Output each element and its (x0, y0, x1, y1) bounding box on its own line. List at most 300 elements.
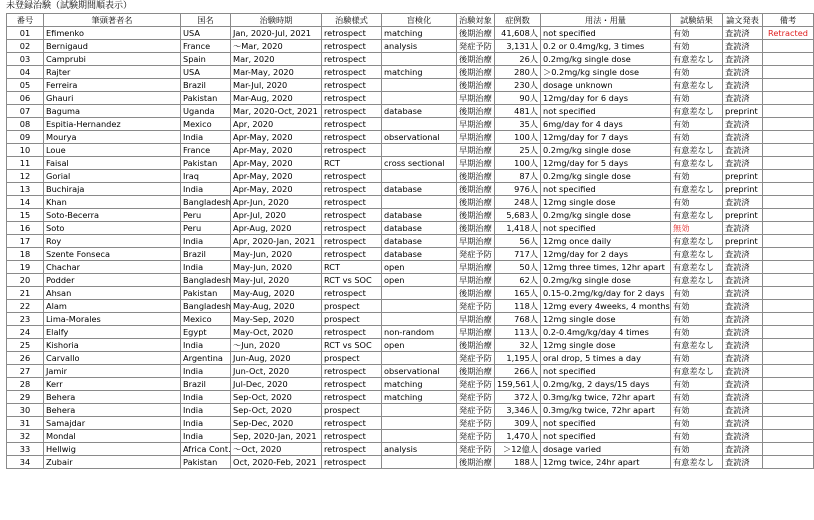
cell-blinding (382, 79, 457, 92)
cell-cases: 90人 (495, 92, 541, 105)
cell-dosage: 12mg every 4weeks, 4 months (541, 300, 671, 313)
cell-blinding (382, 404, 457, 417)
cell-dosage: 0.2mg/kg single dose (541, 209, 671, 222)
cell-number: 05 (7, 79, 44, 92)
cell-number: 02 (7, 40, 44, 53)
cell-country: Spain (181, 53, 231, 66)
cell-author: Ghauri (44, 92, 181, 105)
header-dosage: 用法・用量 (541, 14, 671, 27)
cell-number: 29 (7, 391, 44, 404)
cell-dosage: 0.3mg/kg twice, 72hr apart (541, 404, 671, 417)
cell-target: 発症予防 (457, 248, 495, 261)
cell-number: 26 (7, 352, 44, 365)
cell-number: 18 (7, 248, 44, 261)
cell-blinding: open (382, 274, 457, 287)
cell-target: 後期治療 (457, 79, 495, 92)
cell-design: retrospect (322, 430, 382, 443)
cell-publication: 査読済 (723, 196, 763, 209)
cell-author: Soto-Becerra (44, 209, 181, 222)
cell-cases: 1,418人 (495, 222, 541, 235)
cell-author: Baguma (44, 105, 181, 118)
cell-target: 発症予防 (457, 443, 495, 456)
cell-result: 有意差なし (671, 365, 723, 378)
cell-number: 10 (7, 144, 44, 157)
cell-remarks (763, 378, 814, 391)
table-row (7, 53, 814, 66)
cell-country: India (181, 261, 231, 274)
cell-design: retrospect (322, 365, 382, 378)
cell-author: Elalfy (44, 326, 181, 339)
cell-blinding: non-random (382, 326, 457, 339)
cell-blinding (382, 300, 457, 313)
table-row (7, 326, 814, 339)
cell-publication: 査読済 (723, 430, 763, 443)
cell-country: Bangladesh (181, 274, 231, 287)
cell-result: 有意差なし (671, 53, 723, 66)
cell-dosage: ＞0.2mg/kg single dose (541, 66, 671, 79)
cell-period: May-Aug, 2020 (231, 287, 322, 300)
cell-period: Apr-May, 2020 (231, 131, 322, 144)
cell-publication: 査読済 (723, 326, 763, 339)
cell-design: retrospect (322, 92, 382, 105)
cell-design: retrospect (322, 378, 382, 391)
cell-result: 有効 (671, 131, 723, 144)
cell-period: Sep-Oct, 2020 (231, 404, 322, 417)
cell-remarks (763, 352, 814, 365)
cell-publication: 査読済 (723, 365, 763, 378)
table-row (7, 300, 814, 313)
cell-publication: 査読済 (723, 300, 763, 313)
table-row (7, 313, 814, 326)
cell-period: Mar, 2020 (231, 53, 322, 66)
table-caption: 未登録治験（試験期間順表示） (6, 1, 133, 11)
cell-result: 有意差なし (671, 157, 723, 170)
cell-number: 19 (7, 261, 44, 274)
table-row (7, 391, 814, 404)
cell-period: Apr, 2020-Jan, 2021 (231, 235, 322, 248)
cell-blinding: analysis (382, 443, 457, 456)
cell-cases: 26人 (495, 53, 541, 66)
cell-country: India (181, 417, 231, 430)
cell-blinding (382, 118, 457, 131)
cell-publication: 査読済 (723, 157, 763, 170)
cell-number: 12 (7, 170, 44, 183)
cell-blinding (382, 430, 457, 443)
cell-period: Jun-Aug, 2020 (231, 352, 322, 365)
cell-dosage: not specified (541, 222, 671, 235)
cell-number: 11 (7, 157, 44, 170)
cell-blinding: database (382, 209, 457, 222)
header-cases: 症例数 (495, 14, 541, 27)
cell-country: Bangladesh (181, 300, 231, 313)
cell-remarks (763, 170, 814, 183)
cell-cases: 280人 (495, 66, 541, 79)
cell-author: Espitia-Hernandez (44, 118, 181, 131)
cell-author: Hellwig (44, 443, 181, 456)
cell-publication: 査読済 (723, 53, 763, 66)
cell-result: 有意差なし (671, 79, 723, 92)
table-row (7, 417, 814, 430)
cell-dosage: dosage unknown (541, 79, 671, 92)
table-row (7, 27, 814, 40)
cell-dosage: 12mg/day for 2 days (541, 248, 671, 261)
cell-cases: 50人 (495, 261, 541, 274)
cell-author: Ferreira (44, 79, 181, 92)
cell-design: retrospect (322, 326, 382, 339)
cell-cases: 1,470人 (495, 430, 541, 443)
cell-publication: 査読済 (723, 40, 763, 53)
cell-result: 有効 (671, 417, 723, 430)
cell-publication: 査読済 (723, 261, 763, 274)
cell-dosage: 12mg/day for 7 days (541, 131, 671, 144)
cell-period: Apr-May, 2020 (231, 157, 322, 170)
cell-blinding (382, 352, 457, 365)
cell-country: Pakistan (181, 157, 231, 170)
cell-target: 早期治療 (457, 326, 495, 339)
cell-remarks (763, 40, 814, 53)
cell-remarks (763, 209, 814, 222)
cell-blinding: matching (382, 378, 457, 391)
table-row (7, 105, 814, 118)
cell-publication: 査読済 (723, 378, 763, 391)
cell-result: 有効 (671, 443, 723, 456)
table-row (7, 144, 814, 157)
cell-remarks (763, 391, 814, 404)
cell-period: Apr-May, 2020 (231, 170, 322, 183)
cell-period: ～Oct, 2020 (231, 443, 322, 456)
cell-period: Mar-May, 2020 (231, 66, 322, 79)
cell-remarks (763, 66, 814, 79)
cell-publication: 査読済 (723, 92, 763, 105)
cell-result: 有意差なし (671, 261, 723, 274)
cell-target: 早期治療 (457, 274, 495, 287)
cell-publication: 査読済 (723, 313, 763, 326)
cell-blinding: matching (382, 66, 457, 79)
cell-dosage: 12mg twice, 24hr apart (541, 456, 671, 469)
trials-table (6, 13, 814, 469)
table-row (7, 92, 814, 105)
cell-dosage: 12mg single dose (541, 339, 671, 352)
cell-remarks (763, 157, 814, 170)
cell-dosage: not specified (541, 105, 671, 118)
cell-design: retrospect (322, 287, 382, 300)
cell-remarks (763, 430, 814, 443)
cell-remarks: Retracted (763, 27, 814, 40)
cell-author: Chachar (44, 261, 181, 274)
cell-blinding: database (382, 248, 457, 261)
cell-target: 後期治療 (457, 196, 495, 209)
cell-author: Mourya (44, 131, 181, 144)
cell-result: 有意差なし (671, 235, 723, 248)
cell-target: 発症予防 (457, 300, 495, 313)
cell-target: 後期治療 (457, 170, 495, 183)
cell-author: Szente Fonseca (44, 248, 181, 261)
cell-remarks (763, 131, 814, 144)
cell-blinding: observational (382, 131, 457, 144)
cell-cases: 481人 (495, 105, 541, 118)
cell-design: retrospect (322, 417, 382, 430)
cell-dosage: oral drop, 5 times a day (541, 352, 671, 365)
cell-publication: preprint (723, 170, 763, 183)
cell-publication: 査読済 (723, 248, 763, 261)
cell-target: 発症予防 (457, 404, 495, 417)
cell-publication: 査読済 (723, 339, 763, 352)
cell-target: 早期治療 (457, 144, 495, 157)
cell-blinding: cross sectional (382, 157, 457, 170)
cell-result: 有効 (671, 40, 723, 53)
cell-period: Oct, 2020-Feb, 2021 (231, 456, 322, 469)
table-row (7, 352, 814, 365)
cell-remarks (763, 196, 814, 209)
cell-author: Behera (44, 391, 181, 404)
cell-blinding (382, 287, 457, 300)
cell-cases: 188人 (495, 456, 541, 469)
cell-design: retrospect (322, 79, 382, 92)
cell-result: 有効 (671, 391, 723, 404)
cell-publication: preprint (723, 235, 763, 248)
cell-target: 後期治療 (457, 27, 495, 40)
cell-blinding: database (382, 222, 457, 235)
cell-number: 20 (7, 274, 44, 287)
cell-result: 有効 (671, 27, 723, 40)
cell-cases: 3,346人 (495, 404, 541, 417)
cell-design: RCT (322, 157, 382, 170)
cell-period: May-Jun, 2020 (231, 248, 322, 261)
cell-result: 有効 (671, 118, 723, 131)
cell-blinding (382, 170, 457, 183)
cell-number: 27 (7, 365, 44, 378)
cell-dosage: not specified (541, 183, 671, 196)
cell-dosage: not specified (541, 365, 671, 378)
cell-number: 06 (7, 92, 44, 105)
cell-publication: 査読済 (723, 417, 763, 430)
cell-dosage: 0.2 or 0.4mg/kg, 3 times (541, 40, 671, 53)
header-publication: 論文発表 (723, 14, 763, 27)
table-row (7, 456, 814, 469)
cell-result: 有意差なし (671, 274, 723, 287)
cell-remarks (763, 326, 814, 339)
cell-result: 有効 (671, 170, 723, 183)
cell-dosage: not specified (541, 417, 671, 430)
cell-country: Peru (181, 209, 231, 222)
cell-result: 有効 (671, 430, 723, 443)
cell-period: Jul-Dec, 2020 (231, 378, 322, 391)
cell-publication: 査読済 (723, 222, 763, 235)
cell-number: 07 (7, 105, 44, 118)
cell-period: Apr-Aug, 2020 (231, 222, 322, 235)
cell-period: Mar-Jul, 2020 (231, 79, 322, 92)
cell-publication: preprint (723, 105, 763, 118)
cell-target: 早期治療 (457, 235, 495, 248)
cell-cases: 87人 (495, 170, 541, 183)
table-body (7, 27, 814, 469)
cell-cases: 266人 (495, 365, 541, 378)
cell-result: 有効 (671, 287, 723, 300)
table-row (7, 274, 814, 287)
cell-target: 後期治療 (457, 53, 495, 66)
cell-number: 04 (7, 66, 44, 79)
cell-remarks (763, 287, 814, 300)
table-row (7, 131, 814, 144)
cell-blinding (382, 313, 457, 326)
cell-number: 25 (7, 339, 44, 352)
cell-blinding (382, 53, 457, 66)
cell-remarks (763, 105, 814, 118)
cell-country: Uganda (181, 105, 231, 118)
cell-dosage: 0.2mg/kg, 2 days/15 days (541, 378, 671, 391)
cell-number: 30 (7, 404, 44, 417)
cell-design: retrospect (322, 222, 382, 235)
table-row (7, 66, 814, 79)
cell-country: Pakistan (181, 92, 231, 105)
cell-result: 有意差なし (671, 248, 723, 261)
cell-design: retrospect (322, 209, 382, 222)
cell-number: 09 (7, 131, 44, 144)
cell-result: 有意差なし (671, 339, 723, 352)
cell-cases: 100人 (495, 157, 541, 170)
cell-target: 発症予防 (457, 391, 495, 404)
cell-author: Buchiraja (44, 183, 181, 196)
header-blinding: 盲検化 (382, 14, 457, 27)
cell-period: Sep-Oct, 2020 (231, 391, 322, 404)
cell-blinding (382, 417, 457, 430)
cell-cases: 768人 (495, 313, 541, 326)
table-row (7, 183, 814, 196)
cell-author: Efimenko (44, 27, 181, 40)
cell-publication: 査読済 (723, 287, 763, 300)
cell-publication: 査読済 (723, 79, 763, 92)
cell-country: Pakistan (181, 287, 231, 300)
cell-cases: 230人 (495, 79, 541, 92)
cell-blinding: database (382, 235, 457, 248)
cell-target: 早期治療 (457, 313, 495, 326)
cell-country: Iraq (181, 170, 231, 183)
cell-publication: 査読済 (723, 443, 763, 456)
cell-design: retrospect (322, 183, 382, 196)
cell-number: 21 (7, 287, 44, 300)
cell-period: Apr-May, 2020 (231, 144, 322, 157)
table-row (7, 378, 814, 391)
cell-number: 32 (7, 430, 44, 443)
cell-remarks (763, 144, 814, 157)
cell-author: Mondal (44, 430, 181, 443)
cell-result: 有効 (671, 92, 723, 105)
cell-blinding: observational (382, 365, 457, 378)
cell-period: Mar, 2020-Oct, 2021 (231, 105, 322, 118)
header-country: 国名 (181, 14, 231, 27)
header-no: 番号 (7, 14, 44, 27)
cell-period: ～Jun, 2020 (231, 339, 322, 352)
cell-country: India (181, 430, 231, 443)
cell-publication: 査読済 (723, 118, 763, 131)
cell-dosage: not specified (541, 430, 671, 443)
cell-dosage: 12mg/day for 6 days (541, 92, 671, 105)
cell-author: Kerr (44, 378, 181, 391)
cell-author: Carvallo (44, 352, 181, 365)
cell-target: 早期治療 (457, 92, 495, 105)
cell-period: Sep-Dec, 2020 (231, 417, 322, 430)
cell-country: India (181, 404, 231, 417)
cell-cases: 717人 (495, 248, 541, 261)
table-row (7, 365, 814, 378)
cell-dosage: 0.2mg/kg single dose (541, 170, 671, 183)
cell-remarks (763, 53, 814, 66)
table-row (7, 40, 814, 53)
cell-country: India (181, 365, 231, 378)
cell-design: retrospect (322, 196, 382, 209)
cell-country: Bangladesh (181, 196, 231, 209)
cell-result: 有効 (671, 378, 723, 391)
cell-author: Podder (44, 274, 181, 287)
cell-publication: preprint (723, 183, 763, 196)
cell-author: Ahsan (44, 287, 181, 300)
cell-cases: 118人 (495, 300, 541, 313)
cell-target: 早期治療 (457, 118, 495, 131)
table-row (7, 287, 814, 300)
cell-blinding (382, 196, 457, 209)
cell-remarks (763, 274, 814, 287)
cell-dosage: 12mg three times, 12hr apart (541, 261, 671, 274)
cell-country: France (181, 144, 231, 157)
cell-author: Loue (44, 144, 181, 157)
cell-remarks (763, 417, 814, 430)
table-row (7, 157, 814, 170)
cell-country: India (181, 131, 231, 144)
cell-remarks (763, 261, 814, 274)
cell-country: Africa Cont. (181, 443, 231, 456)
cell-dosage: 0.2-0.4mg/kg/day 4 times (541, 326, 671, 339)
cell-period: Apr-Jun, 2020 (231, 196, 322, 209)
cell-design: retrospect (322, 248, 382, 261)
table-row (7, 79, 814, 92)
table-row (7, 443, 814, 456)
header-author: 筆頭著者名 (44, 14, 181, 27)
cell-remarks (763, 443, 814, 456)
cell-cases: 41,608人 (495, 27, 541, 40)
cell-design: retrospect (322, 235, 382, 248)
cell-design: prospect (322, 300, 382, 313)
table-row (7, 261, 814, 274)
cell-author: Jamir (44, 365, 181, 378)
cell-cases: 248人 (495, 196, 541, 209)
cell-country: Argentina (181, 352, 231, 365)
cell-blinding: open (382, 261, 457, 274)
cell-period: Jan, 2020-Jul, 2021 (231, 27, 322, 40)
cell-number: 17 (7, 235, 44, 248)
cell-dosage: 12mg single dose (541, 313, 671, 326)
cell-result: 有効 (671, 196, 723, 209)
cell-period: Apr, 2020 (231, 118, 322, 131)
cell-author: Bernigaud (44, 40, 181, 53)
cell-period: Mar-Aug, 2020 (231, 92, 322, 105)
cell-country: India (181, 339, 231, 352)
cell-remarks (763, 248, 814, 261)
cell-country: Brazil (181, 79, 231, 92)
cell-cases: 976人 (495, 183, 541, 196)
cell-number: 01 (7, 27, 44, 40)
cell-design: retrospect (322, 118, 382, 131)
cell-author: Kishoria (44, 339, 181, 352)
cell-number: 03 (7, 53, 44, 66)
cell-period: May-Aug, 2020 (231, 300, 322, 313)
cell-design: prospect (322, 352, 382, 365)
cell-dosage: 0.2mg/kg single dose (541, 274, 671, 287)
cell-cases: 100人 (495, 131, 541, 144)
cell-country: Brazil (181, 378, 231, 391)
cell-target: 後期治療 (457, 365, 495, 378)
cell-design: RCT (322, 261, 382, 274)
cell-dosage: 12mg/day for 5 days (541, 157, 671, 170)
